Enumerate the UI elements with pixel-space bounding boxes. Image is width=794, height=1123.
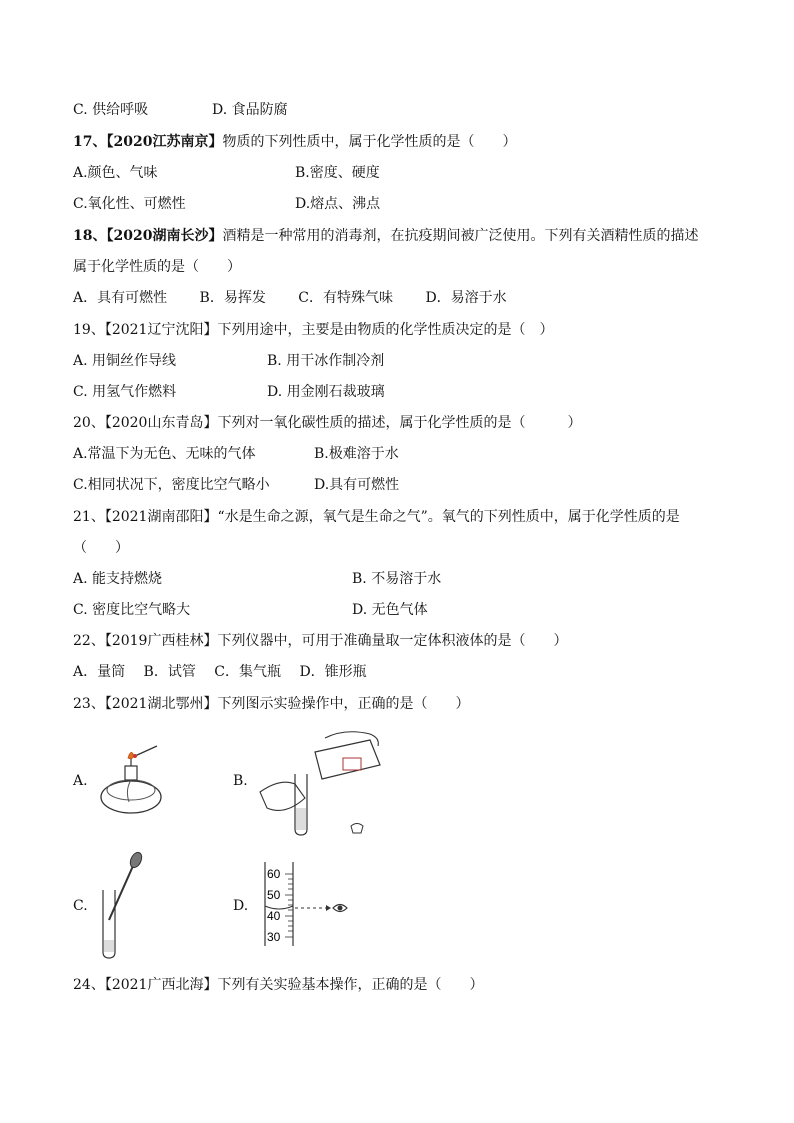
figure-a-label: A.	[73, 773, 88, 789]
q18-question-cont: 属于化学性质的是（ ）	[73, 259, 241, 275]
pouring-liquid-figure	[255, 730, 385, 835]
figure-d-label: D.	[233, 898, 249, 914]
q20-option-d: D.具有可燃性	[314, 477, 400, 493]
q19-option-a: A. 用铜丝作导线	[73, 353, 177, 369]
q17-source: 【2020江苏南京】	[106, 134, 223, 150]
alcohol-lamp-figure	[95, 742, 175, 822]
q20-option-a: A.常温下为无色、无味的气体	[73, 446, 256, 462]
q23-stem: 23、【2021湖北鄂州】下列图示实验操作中，正确的是（ ）	[73, 696, 470, 712]
q20-stem: 20、【2020山东青岛】下列对一氧化碳性质的描述，属于化学性质的是（ ）	[73, 415, 582, 431]
q17-option-d: D.熔点、沸点	[295, 196, 381, 212]
q21-option-d: D. 无色气体	[352, 602, 428, 618]
graduated-cylinder-figure	[255, 860, 365, 950]
q18-options: A．具有可燃性 B．易挥发 C．有特殊气味 D．易溶于水	[73, 290, 507, 306]
q22-options: A．量筒 B．试管 C．集气瓶 D．锥形瓶	[73, 664, 367, 680]
q21-option-c: C. 密度比空气略大	[73, 602, 191, 618]
q17-stem	[73, 132, 516, 152]
tick-60: 60	[267, 867, 281, 881]
q21-option-a: A. 能支持燃烧	[73, 571, 163, 587]
q20-option-b: B.极难溶于水	[314, 446, 399, 462]
q21-stem: 21、【2021湖南邵阳】“水是生命之源，氧气是生命之气”。氧气的下列性质中，属于化学性质的是	[73, 509, 680, 525]
q18-stem	[73, 226, 698, 246]
figure-c-label: C.	[73, 898, 88, 914]
q19-option-d: D. 用金刚石裁玻璃	[267, 384, 385, 400]
eye-icon	[333, 905, 347, 912]
q21-stem-cont: （ ）	[73, 540, 129, 556]
tick-40: 40	[267, 909, 281, 923]
q21-option-b: B. 不易溶于水	[352, 571, 442, 587]
figure-b-label: B.	[233, 773, 248, 789]
q16-option-d: D. 食品防腐	[212, 102, 288, 118]
q18-number: 18、	[73, 228, 107, 244]
q19-stem: 19、【2021辽宁沈阳】下列用途中，主要是由物质的化学性质决定的是（ ）	[73, 322, 554, 338]
q18-source: 【2020湖南长沙】	[106, 228, 223, 244]
dropper-figure	[95, 850, 155, 960]
q17-option-c: C.氧化性、可燃性	[73, 196, 186, 212]
q17-option-a: A.颜色、气味	[73, 165, 158, 181]
q20-option-c: C.相同状况下，密度比空气略小	[73, 477, 270, 493]
q17-number: 17、	[73, 134, 107, 150]
q19-option-c: C. 用氢气作燃料	[73, 384, 177, 400]
tick-30: 30	[267, 930, 281, 944]
q16-option-c: C. 供给呼吸	[73, 102, 149, 118]
tick-50: 50	[267, 888, 281, 902]
q22-stem: 22、【2019广西桂林】下列仪器中，可用于准确量取一定体积液体的是（ ）	[73, 633, 568, 649]
q17-option-b: B.密度、硬度	[295, 165, 380, 181]
q17-question: 物质的下列性质中，属于化学性质的是（ ）	[222, 134, 517, 150]
q24-stem: 24、【2021广西北海】下列有关实验基本操作，正确的是（ ）	[73, 977, 484, 993]
q19-option-b: B. 用干冰作制冷剂	[267, 353, 385, 369]
q18-question: 酒精是一种常用的消毒剂，在抗疫期间被广泛使用。下列有关酒精性质的描述	[222, 228, 699, 244]
